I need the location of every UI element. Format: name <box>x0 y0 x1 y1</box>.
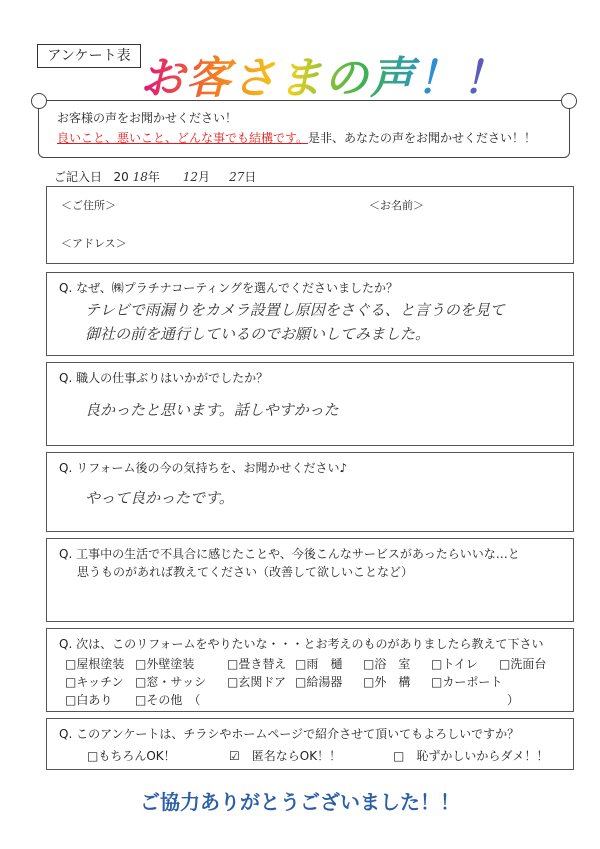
intro-banner <box>38 100 570 158</box>
intro-request: 是非、あなたの声をお聞かせください！！ <box>308 131 537 145</box>
question-1-box <box>46 272 574 356</box>
question-5: Q. 次は、このリフォームをやりたいな・・・とお考えのものがありましたら教えて下さい <box>59 637 544 651</box>
answer-1-line1: テレビで雨漏りをカメラ設置し原因をさぐる、と言うのを見て <box>85 301 505 319</box>
question-4-line2: 思うものがあれば教えてください（改善して欲しいことなど） <box>77 565 414 579</box>
question-4-box <box>46 538 574 622</box>
option-water-heater[interactable]: □給湯器 <box>295 675 343 689</box>
option-toilet[interactable]: □トイレ <box>431 657 478 671</box>
intro-emphasis: 良いこと、悪いこと、どんな事でも結構です。 <box>57 131 309 145</box>
option-wall-painting[interactable]: □外壁塗装 <box>135 657 195 671</box>
email-label: ＜アドレス＞ <box>61 237 127 250</box>
address-box <box>46 186 574 264</box>
option-termites[interactable]: □白あり <box>65 693 113 707</box>
question-4-line1: Q. 工事中の生活で不具合に感じたことや、今後こんなサービスがあったらいいな…と <box>59 547 520 561</box>
option-gutter[interactable]: □雨 樋 <box>295 657 343 671</box>
date-day: 27 <box>229 170 245 184</box>
option-carport[interactable]: □カーポート <box>431 675 503 689</box>
option-entrance-door[interactable]: □玄関ドア <box>227 675 286 689</box>
name-label: ＜お名前＞ <box>369 199 424 212</box>
intro-line2 <box>57 129 536 146</box>
date-label: ご記入日 <box>54 170 103 184</box>
option-other[interactable]: □その他 （ <box>135 693 201 707</box>
answer-1-line2: 御社の前を通行しているのでお願いしてみました。 <box>85 325 431 343</box>
option-bathroom[interactable]: □浴 室 <box>363 657 411 671</box>
option-washbasin[interactable]: □洗面台 <box>499 657 547 671</box>
option-window-sash[interactable]: □窓・サッシ <box>135 675 207 689</box>
question-6: Q. このアンケートは、チラシやホームページで紹介させて頂いてもよろしいですか？ <box>59 727 520 741</box>
date-day-label: 日 <box>244 170 257 184</box>
option-anonymous-ok[interactable]: ☑ 匿名ならOK！！ <box>229 749 342 763</box>
option-other-close-paren: ） <box>507 693 520 707</box>
date-year-label: 年 <box>147 170 160 184</box>
question-5-box <box>46 628 574 712</box>
question-3-box <box>46 452 574 532</box>
option-roof-painting[interactable]: □屋根塗装 <box>65 657 125 671</box>
option-kitchen[interactable]: □キッチン <box>65 675 124 689</box>
date-year-prefix: 20 <box>113 170 129 184</box>
date-year: 18 <box>132 170 148 184</box>
date-month: 12 <box>182 170 199 184</box>
question-2: Q. 職人の仕事ぶりはいかがでしたか？ <box>59 371 269 385</box>
intro-line1: お客様の声をお聞かせください！ <box>57 111 238 125</box>
survey-tag: アンケート表 <box>37 44 141 68</box>
option-exterior[interactable]: □外 構 <box>363 675 411 689</box>
address-label: ＜ご住所＞ <box>61 199 116 212</box>
page-title: お客さまの声！！ <box>140 42 508 106</box>
thanks-message: ご協力ありがとうございました！！ <box>140 790 460 814</box>
question-2-box <box>46 362 574 446</box>
answer-3: やって良かったです。 <box>85 489 234 507</box>
question-1: Q. なぜ、㈱プラチナコーティングを選んでくださいましたか？ <box>59 281 399 295</box>
option-tatami[interactable]: □畳き替え <box>227 657 287 671</box>
option-ok[interactable]: □もちろんOK！ <box>87 749 176 763</box>
entry-date <box>54 168 256 185</box>
answer-2: 良かったと思います。話しやすかった <box>85 401 339 419</box>
question-6-box <box>46 718 574 770</box>
date-month-label: 月 <box>198 170 211 184</box>
question-3: Q. リフォーム後の今の気持ちを、お聞かせください♪ <box>59 461 348 475</box>
option-no[interactable]: □ 恥ずかしいからダメ！！ <box>393 749 549 763</box>
